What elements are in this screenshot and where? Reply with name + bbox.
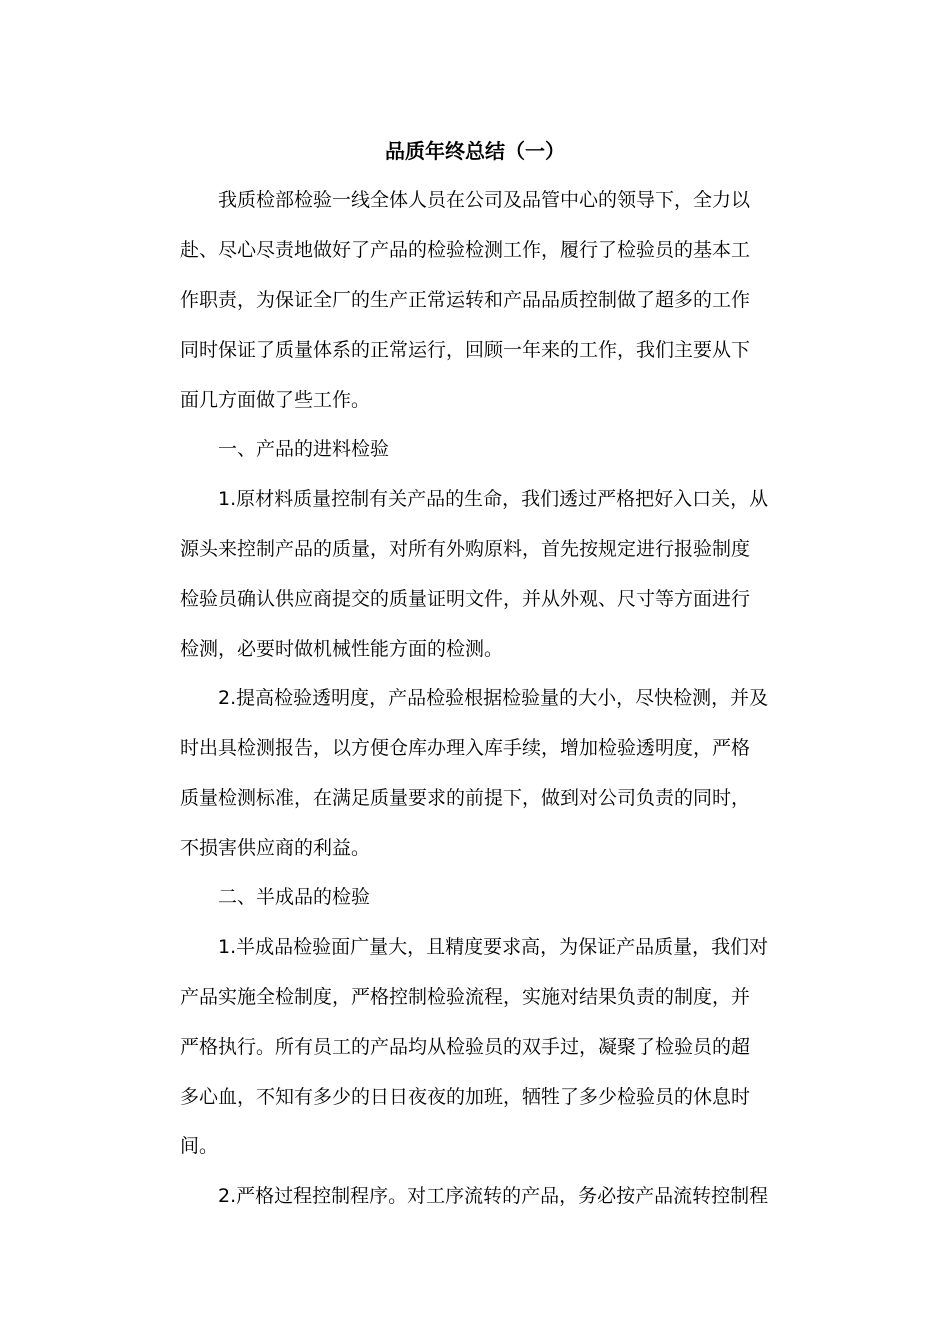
paragraph-1-line-1: 我质检部检验一线全体人员在公司及品管中心的领导下，全力以 xyxy=(218,189,751,211)
paragraph-3-line-1: 2.提高检验透明度，产品检验根据检验量的大小，尽快检测，并及 xyxy=(218,687,769,709)
paragraph-4-line-4: 多心血，不知有多少的日日夜夜的加班，牺牲了多少检验员的休息时 xyxy=(180,1086,751,1108)
paragraph-2-line-1: 1.原材料质量控制有关产品的生命，我们透过严格把好入口关，从 xyxy=(218,488,769,510)
paragraph-3-line-3: 质量检测标准，在满足质量要求的前提下，做到对公司负责的同时， xyxy=(180,787,751,809)
paragraph-4-line-1: 1.半成品检验面广量大，且精度要求高，为保证产品质量，我们对 xyxy=(218,936,769,958)
paragraph-1-line-2: 赴、尽心尽责地做好了产品的检验检测工作，履行了检验员的基本工 xyxy=(180,239,751,261)
paragraph-5-line-1: 2.严格过程控制程序。对工序流转的产品，务必按产品流转控制程 xyxy=(218,1185,769,1207)
section-heading-2: 二、半成品的检验 xyxy=(218,886,371,908)
paragraph-2-line-3: 检验员确认供应商提交的质量证明文件，并从外观、尺寸等方面进行 xyxy=(180,588,751,610)
paragraph-2-line-2: 源头来控制产品的质量，对所有外购原料，首先按规定进行报验制度 xyxy=(180,538,751,560)
paragraph-1-line-3: 作职责，为保证全厂的生产正常运转和产品品质控制做了超多的工作 xyxy=(180,289,751,311)
paragraph-3-line-2: 时出具检测报告，以方便仓库办理入库手续，增加检验透明度，严格 xyxy=(180,737,751,759)
paragraph-4-line-2: 产品实施全检制度，严格控制检验流程，实施对结果负责的制度，并 xyxy=(180,986,751,1008)
paragraph-1-line-5: 面几方面做了些工作。 xyxy=(180,389,371,411)
paragraph-4-line-5: 间。 xyxy=(180,1135,219,1157)
paragraph-1-line-4: 同时保证了质量体系的正常运行，回顾一年来的工作，我们主要从下 xyxy=(180,339,751,361)
document-title: 品质年终总结（一） xyxy=(385,139,565,163)
paragraph-4-line-3: 严格执行。所有员工的产品均从检验员的双手过，凝聚了检验员的超 xyxy=(180,1036,751,1058)
paragraph-3-line-4: 不损害供应商的利益。 xyxy=(180,837,371,859)
paragraph-2-line-4: 检测，必要时做机械性能方面的检测。 xyxy=(180,638,504,660)
section-heading-1: 一、产品的进料检验 xyxy=(218,438,390,460)
